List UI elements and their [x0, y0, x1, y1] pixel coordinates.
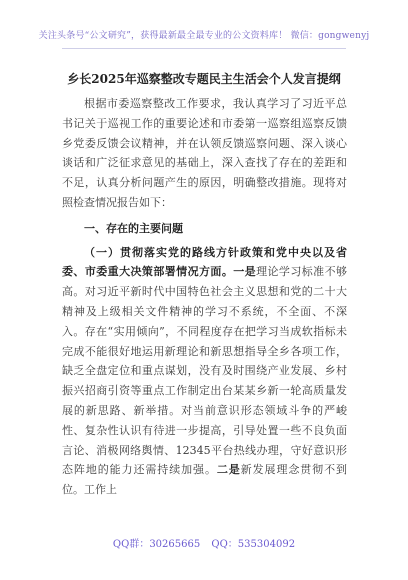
intro-paragraph: 根据市委巡察整改工作要求，我认真学习了习近平总书记关于巡视工作的重要论述和市委第一巡察组巡察反馈乡党委反馈会议精神，并在认领反馈巡察问题、深入谈心谈话和广泛征求意见的基础上，深入查找了存在的差距和不足，认真分析问题产生的原因，明确整改措施。现将对照检查情况报告如下：	[62, 97, 347, 209]
problem-paragraph	[62, 243, 347, 500]
footer-qq: QQ：535304092	[211, 539, 296, 550]
point-one-label: 一是	[233, 265, 257, 279]
header-divider	[62, 48, 346, 49]
header-note: 关注头条号“公文研究”，获得最新最全最专业的公文资料库！ 微信：gongwenyj	[38, 31, 370, 41]
point-two-label: 二是	[216, 463, 241, 477]
footer-contact	[0, 535, 408, 550]
document-body	[62, 94, 347, 500]
footer-qq-group: QQ群：30265665	[112, 539, 201, 550]
point-one-text: 理论学习标准不够高。对习近平新时代中国特色社会主义思想和党的二十大精神及上级相关文件精神的学习不系统，不全面、不深入。存在“实用倾向”，不同程度存在把学习当成软指标未完成不能很好地运用新理论和新思想指导全乡各项工作，缺乏全盘定位和重点谋划，没有及时围绕产业发展、乡村振兴招商引资等重点工作制定出台某某乡新一轮高质量发展的新思路、新举措。对当前意识形态领域斗争的严峻性、复杂性认识有待进一步提高，引导处置一些不良负面言论、消极网络舆情、12345平台热线办理，守好意识形态阵地的能力还需持续加强。	[62, 265, 348, 477]
point-two-text: 新发展理念贯彻不到位。工作上	[62, 463, 348, 497]
section-heading-problems: 一、存在的主要问题	[84, 221, 183, 235]
subsection-heading: （一）贯彻落实党的路线方针政策和党中央以及省委、市委重大决策部署情况方面。	[62, 245, 347, 279]
document-title: 乡长2025年巡察整改专题民主生活会个人发言提纲	[67, 72, 341, 86]
